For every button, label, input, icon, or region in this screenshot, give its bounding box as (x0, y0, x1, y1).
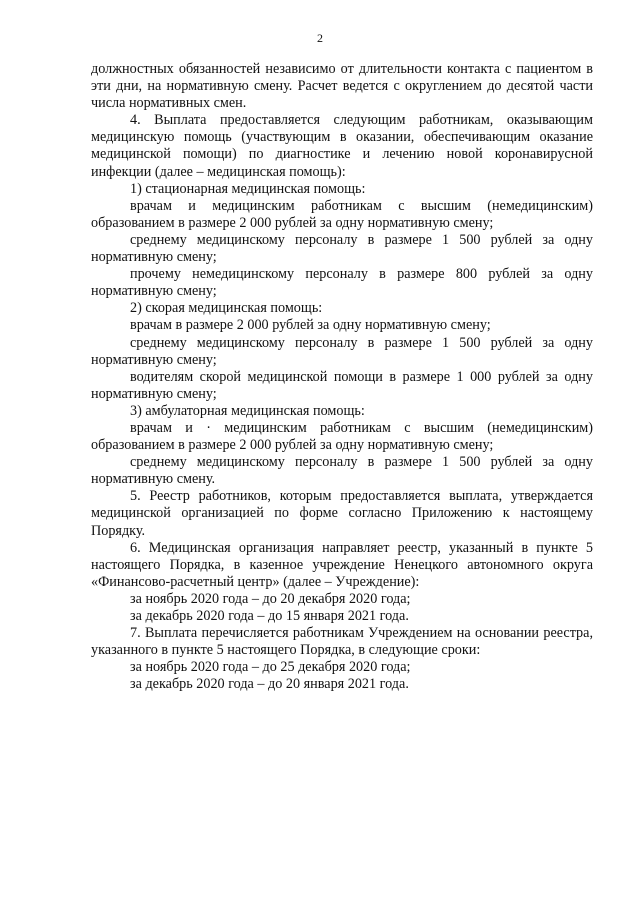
paragraph-outpatient-nurses: среднему медицинскому персоналу в размере 1 500 рублей за одну нормативную смену. (91, 454, 593, 488)
paragraph-outpatient-doctors: врачам и · медицинским работникам с высшим (немедицинским) образованием в размере 2 000 рублей за одну нормативную смену; (91, 419, 593, 454)
deadline-december-payment: за декабрь 2020 года – до 20 января 2021 года. (130, 676, 409, 693)
paragraph-emergency-drivers: водителям скорой медицинской помощи в размере 1 000 рублей за одну нормативную смену; (91, 368, 593, 402)
paragraph-clause-7: 7. Выплата перечисляется работникам Учреждением на основании реестра, указанного в пункте 5 настоящего Порядка, в следующие сроки: (91, 625, 593, 659)
deadline-november-registry: за ноябрь 2020 года – до 20 декабря 2020 года; (130, 590, 411, 607)
paragraph-clause-5: 5. Реестр работников, которым предоставляется выплата, утверждается медицинской организацией по форме согласно Приложению к настоящему Порядку. (91, 488, 593, 539)
paragraph-emergency-nurses: среднему медицинскому персоналу в размере 1 500 рублей за одну нормативную смену; (91, 334, 593, 368)
paragraph-emergency-doctors: врачам в размере 2 000 рублей за одну нормативную смену; (130, 317, 491, 334)
paragraph-inpatient-doctors: врачам и медицинским работникам с высшим (немедицинским) образованием в размере 2 000 рублей за одну нормативную смену; (91, 197, 593, 231)
page-number: 2 (317, 31, 323, 45)
paragraph-inpatient-nurses: среднему медицинскому персоналу в размере 1 500 рублей за одну нормативную смену; (91, 231, 593, 266)
deadline-november-payment: за ноябрь 2020 года – до 25 декабря 2020 года; (130, 659, 411, 676)
subheading-emergency-care: 2) скорая медицинская помощь: (130, 300, 323, 317)
subheading-inpatient-care: 1) стационарная медицинская помощь: (130, 180, 366, 197)
document-body (91, 61, 593, 693)
deadline-december-registry: за декабрь 2020 года – до 15 января 2021 года. (130, 608, 409, 624)
subheading-outpatient-care: 3) амбулаторная медицинская помощь: (130, 402, 365, 419)
paragraph-inpatient-other-staff: прочему немедицинскому персоналу в размере 800 рублей за одну нормативную смену; (91, 266, 593, 300)
paragraph-clause-6: 6. Медицинская организация направляет реестр, указанный в пункте 5 настоящего Порядка, в казенное учреждение Ненецкого автономного округа «Финансово-расчетный центр» (далее – Учреждение): (91, 539, 593, 590)
paragraph-continuation: должностных обязанностей независимо от длительности контакта с пациентом в эти дни, на нормативную смену. Расчет ведется с округлением до десятой части числа нормативных смен. (91, 61, 593, 112)
paragraph-clause-4: 4. Выплата предоставляется следующим работникам, оказывающим медицинскую помощь (участвующим в оказании, обеспечивающим оказание медицинской помощи) по диагностике и лечению новой коронавирусной инфекции (далее – медицинская помощь): (91, 112, 593, 180)
